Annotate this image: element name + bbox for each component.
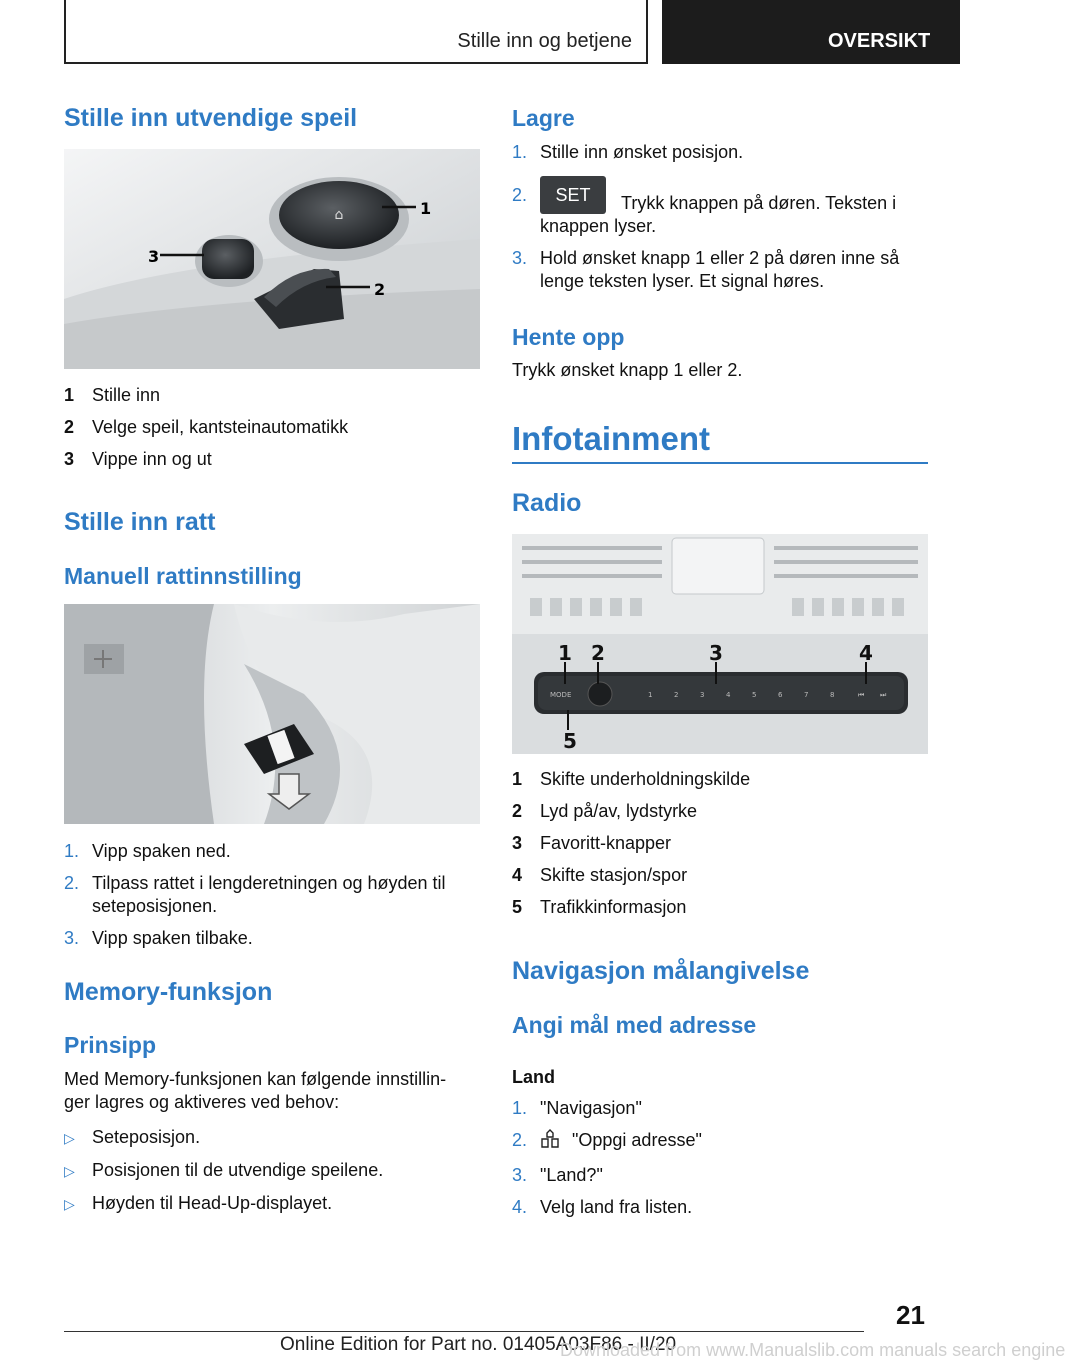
set-button-icon: SET (540, 176, 606, 214)
nav-heading: Navigasjon målangivelse (512, 957, 810, 985)
list-item: 1. "Navigasjon" (512, 1098, 642, 1118)
footer-rule (64, 1331, 864, 1332)
list-item: 1 Stille inn (64, 385, 161, 405)
manual-wheel-heading: Manuell rattinnstilling (64, 563, 302, 589)
list-item: 2 Velge speil, kantsteinautomatikk (64, 417, 349, 437)
list-item: 2. SET Trykk knappen på døren. Teksten i knappen lyser. (512, 176, 932, 238)
list-item: 2 Lyd på/av, lydstyrke (512, 801, 698, 821)
list-item: 1 Skifte underholdningskilde (512, 769, 751, 789)
infotainment-heading: Infotainment (512, 420, 710, 457)
radio-callout-3: 3 (709, 641, 723, 665)
list-item: 3. Hold ønsket knapp 1 eller 2 på døren inne så lenge teksten lyser. Et signal høres. (512, 248, 900, 291)
list-item: 5 Trafikkinformasjon (512, 897, 687, 917)
recall-text: Trykk ønsket knapp 1 eller 2. (512, 360, 743, 380)
list-item: 3. Vipp spaken tilbake. (64, 928, 253, 948)
svg-text:⏮: ⏮ (858, 691, 865, 699)
address-icon (540, 1129, 564, 1155)
mirror-heading: Stille inn utvendige speil (64, 104, 358, 132)
radio-callout-5: 5 (563, 729, 577, 753)
save-steps-list (512, 141, 932, 293)
recall-heading: Hente opp (512, 324, 625, 350)
radio-callout-2: 2 (591, 641, 605, 665)
header-chapter-box (64, 0, 648, 64)
save-heading: Lagre (512, 105, 575, 131)
svg-text:8: 8 (830, 691, 835, 699)
land-steps-list (512, 1097, 702, 1219)
radio-panel-image (512, 534, 928, 754)
callout-2: 2 (374, 280, 386, 299)
svg-text:6: 6 (778, 691, 783, 699)
list-item: 3. "Land?" (512, 1165, 603, 1185)
steering-lever-illustration (64, 604, 480, 824)
principle-text: Med Memory-funksjonen kan følgende innstillin- ger lagres og aktiveres ved behov: (64, 1069, 447, 1112)
list-item: 1. Vipp spaken ned. (64, 841, 231, 861)
edition-text: Online Edition for Part no. 01405A03F86 - II/20 (280, 1334, 677, 1355)
mirror-controls-image (64, 149, 480, 369)
mirror-controls-illustration (64, 149, 480, 369)
svg-text:1: 1 (648, 691, 653, 699)
section-title: OVERSIKT (828, 30, 931, 52)
list-item: ▷ Høyden til Head-Up-displayet. (64, 1193, 333, 1213)
list-item: ▷ Posisjonen til de utvendige speilene. (64, 1160, 384, 1180)
heading-rule (512, 462, 928, 464)
principle-heading: Prinsipp (64, 1032, 157, 1058)
list-item: 4 Skifte stasjon/spor (512, 865, 688, 885)
list-item: 2. "Oppgi adresse" (512, 1129, 702, 1155)
list-item: 4. Velg land fra listen. (512, 1197, 693, 1217)
steering-lever-image (64, 604, 480, 824)
mode-label: MODE (550, 691, 572, 699)
radio-item-list (512, 768, 750, 919)
wheel-steps-list (64, 840, 480, 950)
mirror-item-list (64, 384, 348, 471)
radio-callout-1: 1 (558, 641, 572, 665)
callout-1: 1 (420, 199, 432, 218)
list-item: 3 Favoritt-knapper (512, 833, 672, 853)
radio-panel-illustration (512, 534, 928, 754)
list-item: 2. Tilpass rattet i lengderetningen og høyden til seteposisjonen. (64, 873, 446, 916)
svg-text:3: 3 (700, 691, 705, 699)
memory-heading: Memory-funksjon (64, 978, 273, 1006)
svg-text:4: 4 (726, 691, 731, 699)
svg-text:⌂: ⌂ (334, 207, 344, 223)
list-item: 1. Stille inn ønsket posisjon. (512, 142, 744, 162)
page-number: 21 (896, 1300, 925, 1330)
list-item: 3 Vippe inn og ut (64, 449, 212, 469)
wheel-heading: Stille inn ratt (64, 508, 216, 536)
watermark: Downloaded from www.Manualslib.com manuals search engine (560, 1340, 1065, 1360)
svg-text:⏭: ⏭ (880, 691, 887, 699)
header-section-tab[interactable] (662, 0, 960, 64)
list-item: ▷ Seteposisjon. (64, 1127, 201, 1147)
land-label: Land (512, 1067, 555, 1087)
radio-heading: Radio (512, 489, 582, 517)
radio-callout-4: 4 (859, 641, 873, 665)
address-heading: Angi mål med adresse (512, 1012, 757, 1038)
chapter-title: Stille inn og betjene (457, 30, 632, 52)
svg-text:2: 2 (674, 691, 679, 699)
svg-text:7: 7 (804, 691, 809, 699)
svg-text:5: 5 (752, 691, 757, 699)
callout-3: 3 (148, 247, 160, 266)
memory-bullets (64, 1126, 480, 1216)
